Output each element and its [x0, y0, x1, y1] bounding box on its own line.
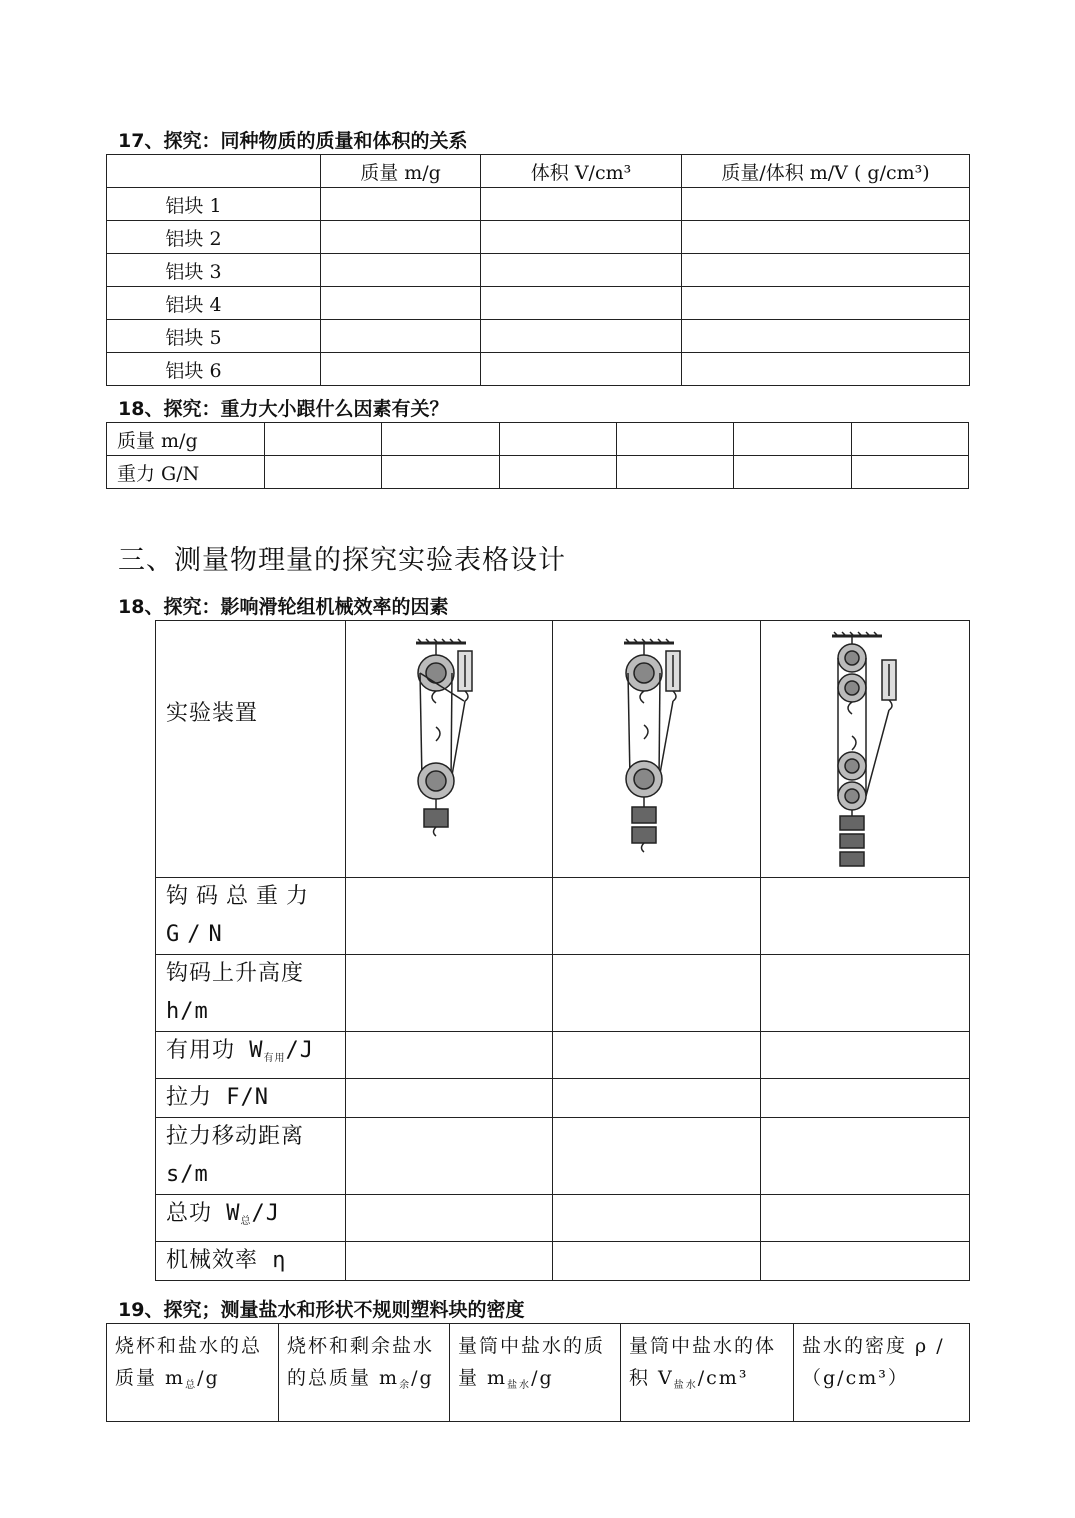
- heading-18-gravity: 18、探究：重力大小跟什么因素有关？: [118, 398, 449, 420]
- table-saltwater-density: [106, 1323, 970, 1422]
- col3-label: 量筒中盐水的质量 m: [458, 1335, 606, 1389]
- table-mass-volume: [106, 154, 970, 386]
- input-cell[interactable]: [382, 456, 499, 489]
- pulley-diagram-2: [553, 621, 761, 878]
- row-label: 机械效率 η: [156, 1242, 346, 1281]
- col1-label: 烧杯和盐水的总质量 m: [115, 1335, 263, 1389]
- table-gravity: [106, 422, 969, 489]
- input-cell[interactable]: [346, 1195, 553, 1242]
- col2-label: 烧杯和剩余盐水的总质量 m: [287, 1335, 435, 1389]
- row-label: [156, 1195, 346, 1242]
- input-cell[interactable]: [682, 287, 970, 320]
- pulley-diagram-1: [346, 621, 553, 878]
- input-cell[interactable]: [851, 423, 968, 456]
- input-cell[interactable]: [761, 878, 970, 955]
- input-cell[interactable]: [682, 320, 970, 353]
- input-cell[interactable]: [321, 254, 481, 287]
- heading-17: 17、探究：同种物质的质量和体积的关系: [118, 130, 468, 152]
- input-cell[interactable]: [761, 1118, 970, 1195]
- input-cell[interactable]: [761, 955, 970, 1032]
- input-cell[interactable]: [321, 188, 481, 221]
- header-cell: 体积 V/cm³: [481, 155, 682, 188]
- table-row: [107, 320, 970, 353]
- input-cell[interactable]: [346, 1118, 553, 1195]
- table-row-device: [156, 621, 970, 878]
- header-cell: [621, 1324, 794, 1422]
- table-row: [107, 423, 969, 456]
- row-label: 铝块 2: [107, 221, 321, 254]
- input-cell[interactable]: [616, 423, 733, 456]
- col4-subscript: 盐水: [673, 1380, 698, 1391]
- heading-18-efficiency: 18、探究：影响滑轮组机械效率的因素: [118, 596, 449, 618]
- input-cell[interactable]: [481, 320, 682, 353]
- input-cell[interactable]: [734, 423, 851, 456]
- row-label: 重力 G/N: [107, 456, 265, 489]
- input-cell[interactable]: [553, 1079, 761, 1118]
- row-label: 实验装置: [156, 621, 346, 878]
- table-row: [156, 1079, 970, 1118]
- useful-work-unit: /J: [285, 1038, 314, 1063]
- table-row: [156, 878, 970, 955]
- input-cell[interactable]: [682, 254, 970, 287]
- input-cell[interactable]: [553, 1118, 761, 1195]
- table-row: [156, 1032, 970, 1079]
- input-cell[interactable]: [265, 456, 382, 489]
- input-cell[interactable]: [682, 221, 970, 254]
- table-row: [107, 188, 970, 221]
- useful-work-subscript: 有用: [263, 1053, 286, 1064]
- input-cell[interactable]: [734, 456, 851, 489]
- row-label: 铝块 5: [107, 320, 321, 353]
- input-cell[interactable]: [346, 955, 553, 1032]
- input-cell[interactable]: [321, 287, 481, 320]
- input-cell[interactable]: [265, 423, 382, 456]
- input-cell[interactable]: [481, 188, 682, 221]
- input-cell[interactable]: [553, 1242, 761, 1281]
- header-cell: [279, 1324, 450, 1422]
- input-cell[interactable]: [499, 423, 616, 456]
- total-work-unit: /J: [251, 1201, 280, 1226]
- pulley-diagram-3: [761, 621, 970, 878]
- input-cell[interactable]: [499, 456, 616, 489]
- col2-subscript: 余: [399, 1380, 412, 1391]
- input-cell[interactable]: [321, 320, 481, 353]
- useful-work-label: 有用功 W: [166, 1038, 264, 1063]
- col3-subscript: 盐水: [507, 1380, 532, 1391]
- table-row: [107, 221, 970, 254]
- col4-label: 量筒中盐水的体积 V: [629, 1335, 777, 1389]
- input-cell[interactable]: [346, 1242, 553, 1281]
- col1-unit: /g: [197, 1367, 220, 1389]
- input-cell[interactable]: [761, 1032, 970, 1079]
- input-cell[interactable]: [346, 1079, 553, 1118]
- heading-19: 19、探究；测量盐水和形状不规则塑料块的密度: [118, 1299, 525, 1321]
- total-work-subscript: 总: [240, 1216, 252, 1227]
- row-label: 拉力移动距离 s/m: [156, 1118, 346, 1195]
- row-label: 铝块 4: [107, 287, 321, 320]
- input-cell[interactable]: [346, 1032, 553, 1079]
- row-label: 拉力 F/N: [156, 1079, 346, 1118]
- col3-unit: /g: [531, 1367, 554, 1389]
- row-label: 铝块 1: [107, 188, 321, 221]
- table-header-row: [107, 155, 970, 188]
- input-cell[interactable]: [553, 878, 761, 955]
- header-cell: 质量 m/g: [321, 155, 481, 188]
- input-cell[interactable]: [616, 456, 733, 489]
- table-row: [107, 456, 969, 489]
- input-cell[interactable]: [382, 423, 499, 456]
- row-label: [156, 1032, 346, 1079]
- table-row: [107, 287, 970, 320]
- table-header-row: [107, 1324, 970, 1422]
- input-cell[interactable]: [321, 221, 481, 254]
- input-cell[interactable]: [481, 353, 682, 386]
- table-row: [156, 955, 970, 1032]
- row-label: 铝块 6: [107, 353, 321, 386]
- input-cell[interactable]: [761, 1242, 970, 1281]
- table-row: [107, 254, 970, 287]
- input-cell[interactable]: [553, 1032, 761, 1079]
- col2-unit: /g: [411, 1367, 434, 1389]
- input-cell[interactable]: [481, 254, 682, 287]
- row-label: 铝块 3: [107, 254, 321, 287]
- table-row: [156, 1195, 970, 1242]
- input-cell[interactable]: [682, 353, 970, 386]
- header-cell: 质量/体积 m/V ( g/cm³): [682, 155, 970, 188]
- input-cell[interactable]: [553, 955, 761, 1032]
- input-cell[interactable]: [682, 188, 970, 221]
- col4-unit: /cm³: [697, 1367, 749, 1389]
- input-cell[interactable]: [761, 1079, 970, 1118]
- row-label: 钩码总重力 G/N: [156, 878, 346, 955]
- input-cell[interactable]: [321, 353, 481, 386]
- row-label: 钩码上升高度 h/m: [156, 955, 346, 1032]
- table-row: [107, 353, 970, 386]
- input-cell[interactable]: [553, 1195, 761, 1242]
- total-work-label: 总功 W: [166, 1201, 241, 1226]
- input-cell[interactable]: [346, 878, 553, 955]
- input-cell[interactable]: [761, 1195, 970, 1242]
- input-cell[interactable]: [851, 456, 968, 489]
- section-title: 三、测量物理量的探究实验表格设计: [118, 545, 566, 576]
- header-cell: 盐水的密度 ρ /（g/cm³）: [794, 1324, 970, 1422]
- header-cell: [107, 1324, 279, 1422]
- table-row: [156, 1242, 970, 1281]
- row-label: 质量 m/g: [107, 423, 265, 456]
- table-row: [156, 1118, 970, 1195]
- table-pulley-efficiency: [155, 620, 970, 1281]
- header-cell: [450, 1324, 621, 1422]
- col1-subscript: 总: [185, 1380, 198, 1391]
- input-cell[interactable]: [481, 221, 682, 254]
- header-cell: [107, 155, 321, 188]
- input-cell[interactable]: [481, 287, 682, 320]
